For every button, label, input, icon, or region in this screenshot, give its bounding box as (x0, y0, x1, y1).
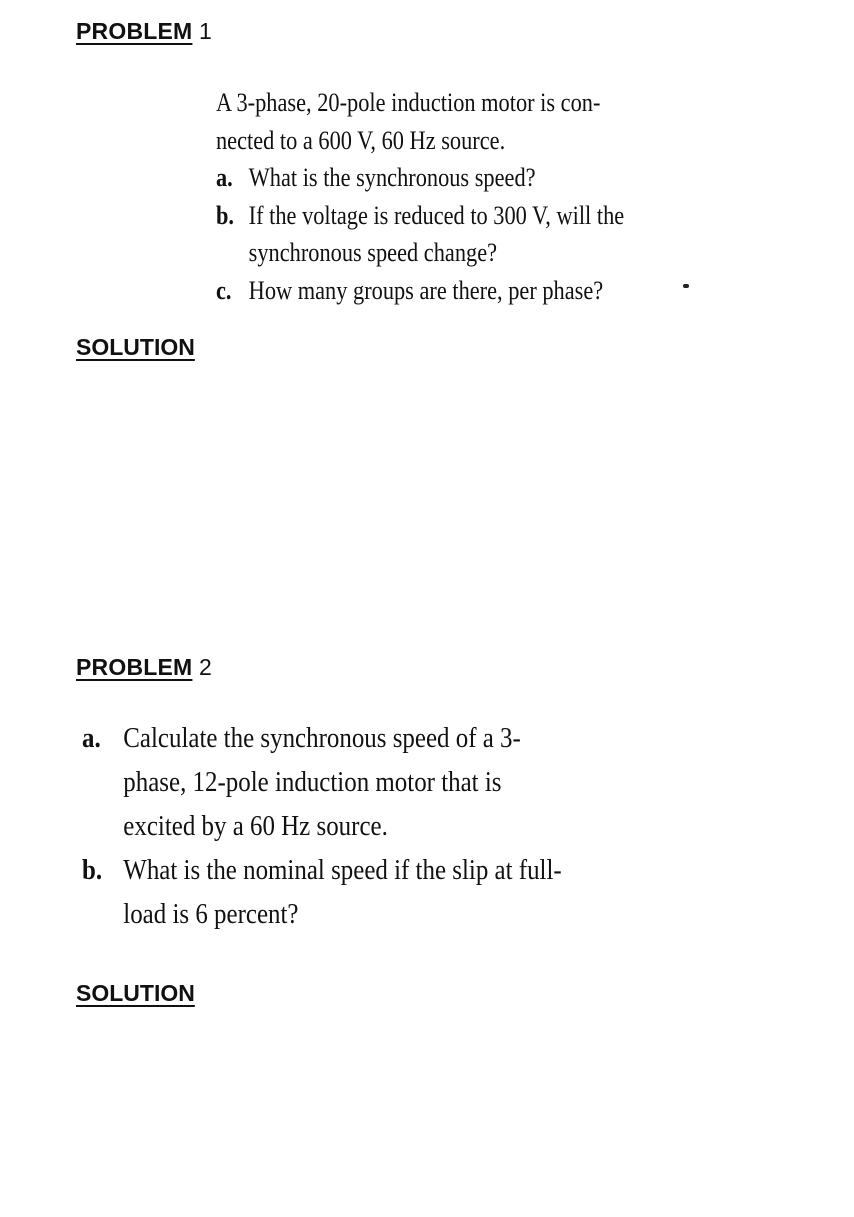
problem-1-heading (76, 18, 212, 45)
problem-1-solution-label: SOLUTION (76, 334, 195, 360)
problem-1-heading-number: 1 (199, 18, 212, 44)
problem-1-heading-word: PROBLEM (76, 18, 193, 44)
problem-1-statement (216, 84, 646, 309)
item-text: What is the synchronous speed? (248, 163, 536, 192)
problem-2-heading-number: 2 (199, 654, 212, 680)
problem-2-solution-label: SOLUTION (76, 980, 195, 1006)
problem-2-item-b (82, 848, 581, 936)
item-label: c. (216, 275, 232, 305)
item-label: b. (216, 200, 235, 230)
problem-1-intro: A 3-phase, 20-pole induction motor is con- nected to a 600 V, 60 Hz source. (216, 88, 601, 155)
item-text: If the voltage is reduced to 300 V, will the synchronous speed change? (248, 200, 625, 267)
problem-1-item-c (216, 272, 646, 310)
item-text: How many groups are there, per phase? (248, 275, 604, 305)
problem-2-item-a (82, 716, 581, 848)
scan-speck (683, 284, 689, 288)
problem-2-heading-word: PROBLEM (76, 654, 193, 680)
item-label: b. (82, 854, 103, 886)
problem-1-item-b (216, 197, 646, 272)
item-label: a. (82, 722, 101, 754)
problem-1-item-a (216, 159, 646, 197)
item-text: What is the nominal speed if the slip at full-load is 6 percent? (123, 854, 562, 930)
item-text: Calculate the synchronous speed of a 3-phase, 12-pole induction motor that is excited by a 60 Hz source. (123, 722, 521, 842)
problem-2-statement (82, 716, 581, 936)
item-label: a. (216, 163, 233, 192)
problem-2-heading (76, 654, 212, 681)
